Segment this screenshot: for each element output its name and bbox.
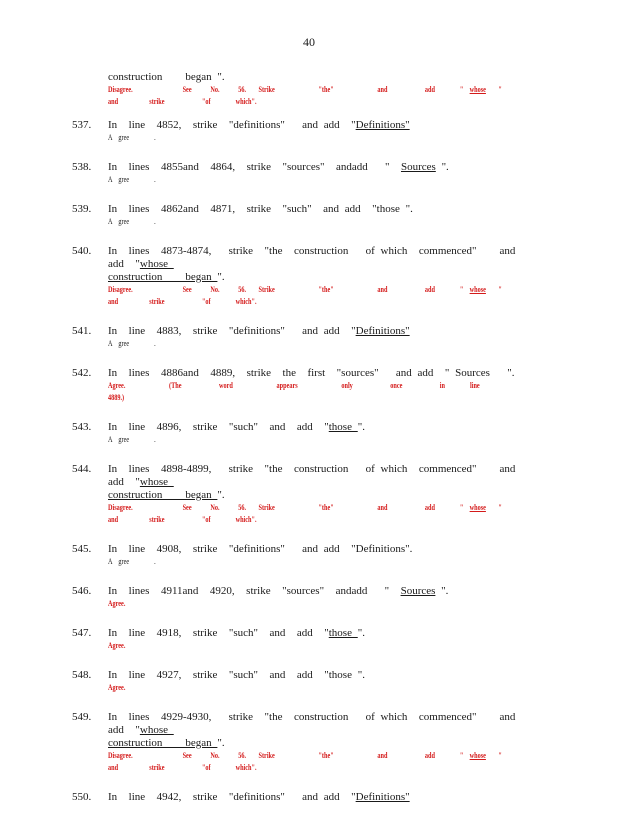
list-item	[0, 161, 618, 186]
list-item	[0, 203, 618, 228]
entry-text: In lines 4911and 4920, strike "sources" andadd " Sources ".	[108, 585, 449, 597]
list-item	[0, 791, 618, 804]
entry-text: In line 4927, strike "such" and add "those ".	[108, 669, 365, 681]
response-text: Disagree. See No. 56. Strike "the" and add " whose " and strike "of which".	[108, 85, 509, 106]
entry-number: 537.	[72, 119, 92, 131]
entry-text: In lines 4929-4930, strike "the construction of which commenced" and add "whose construction began ".	[108, 711, 522, 749]
entry-number: 546.	[72, 585, 92, 597]
response-text: Agree.	[108, 683, 126, 692]
entry-number: 550.	[72, 791, 92, 803]
response-text: A gree .	[108, 557, 156, 566]
entry-number: 541.	[72, 325, 92, 337]
entry-text: In lines 4873-4874, strike "the construction of which commenced" and add "whose construction began ".	[108, 245, 522, 283]
entry-text: In lines 4862and 4871, strike "such" and add "those ".	[108, 203, 413, 215]
entry-text: In lines 4855and 4864, strike "sources" andadd " Sources ".	[108, 161, 449, 173]
list-item	[0, 711, 618, 774]
list-item	[0, 245, 618, 308]
entry-number: 544.	[72, 463, 92, 475]
entry-number: 547.	[72, 627, 92, 639]
response-text: Disagree. See No. 56. Strike "the" and add " whose " and strike "of which".	[108, 503, 509, 524]
list-item	[0, 367, 618, 404]
list-item	[0, 463, 618, 526]
list-item	[0, 421, 618, 446]
entry-number: 542.	[72, 367, 92, 379]
response-text: Disagree. See No. 56. Strike "the" and add " whose " and strike "of which".	[108, 751, 509, 772]
entry-text: In line 4918, strike "such" and add "those ".	[108, 627, 365, 639]
list-item	[0, 585, 618, 610]
response-text: A gree .	[108, 339, 156, 348]
entry-text: construction began ".	[108, 71, 225, 83]
entry-number: 538.	[72, 161, 92, 173]
entry-number: 539.	[72, 203, 92, 215]
response-text: A gree .	[108, 217, 156, 226]
entry-text: In lines 4898-4899, strike "the construction of which commenced" and add "whose construction began ".	[108, 463, 522, 501]
entry-text: In line 4908, strike "definitions" and add "Definitions".	[108, 543, 413, 555]
continuation-entry	[0, 71, 618, 108]
response-text: Agree.	[108, 641, 126, 650]
response-text: Agree. (The word appears only once in line 4889.)	[108, 381, 511, 402]
list-item	[0, 543, 618, 568]
entry-text: In line 4896, strike "such" and add "those ".	[108, 421, 365, 433]
response-text: A gree .	[108, 133, 156, 142]
response-text: Agree.	[108, 599, 126, 608]
entry-text: In line 4883, strike "definitions" and add "Definitions"	[108, 325, 410, 337]
entry-text: In line 4942, strike "definitions" and add "Definitions"	[108, 791, 410, 803]
entry-text: In line 4852, strike "definitions" and add "Definitions"	[108, 119, 410, 131]
list-item	[0, 325, 618, 350]
response-text: A gree .	[108, 175, 156, 184]
entry-number: 545.	[72, 543, 92, 555]
entry-number: 549.	[72, 711, 92, 723]
list-item	[0, 669, 618, 694]
response-text: A gree .	[108, 435, 156, 444]
entry-number: 540.	[72, 245, 92, 257]
amendment-list	[0, 71, 618, 821]
list-item	[0, 627, 618, 652]
entry-number: 548.	[72, 669, 92, 681]
entry-text: In lines 4886and 4889, strike the first "sources" and add " Sources ".	[108, 367, 515, 379]
response-text: Disagree. See No. 56. Strike "the" and add " whose " and strike "of which".	[108, 285, 509, 306]
entry-number: 543.	[72, 421, 92, 433]
page-number: 40	[303, 35, 315, 49]
list-item	[0, 119, 618, 144]
